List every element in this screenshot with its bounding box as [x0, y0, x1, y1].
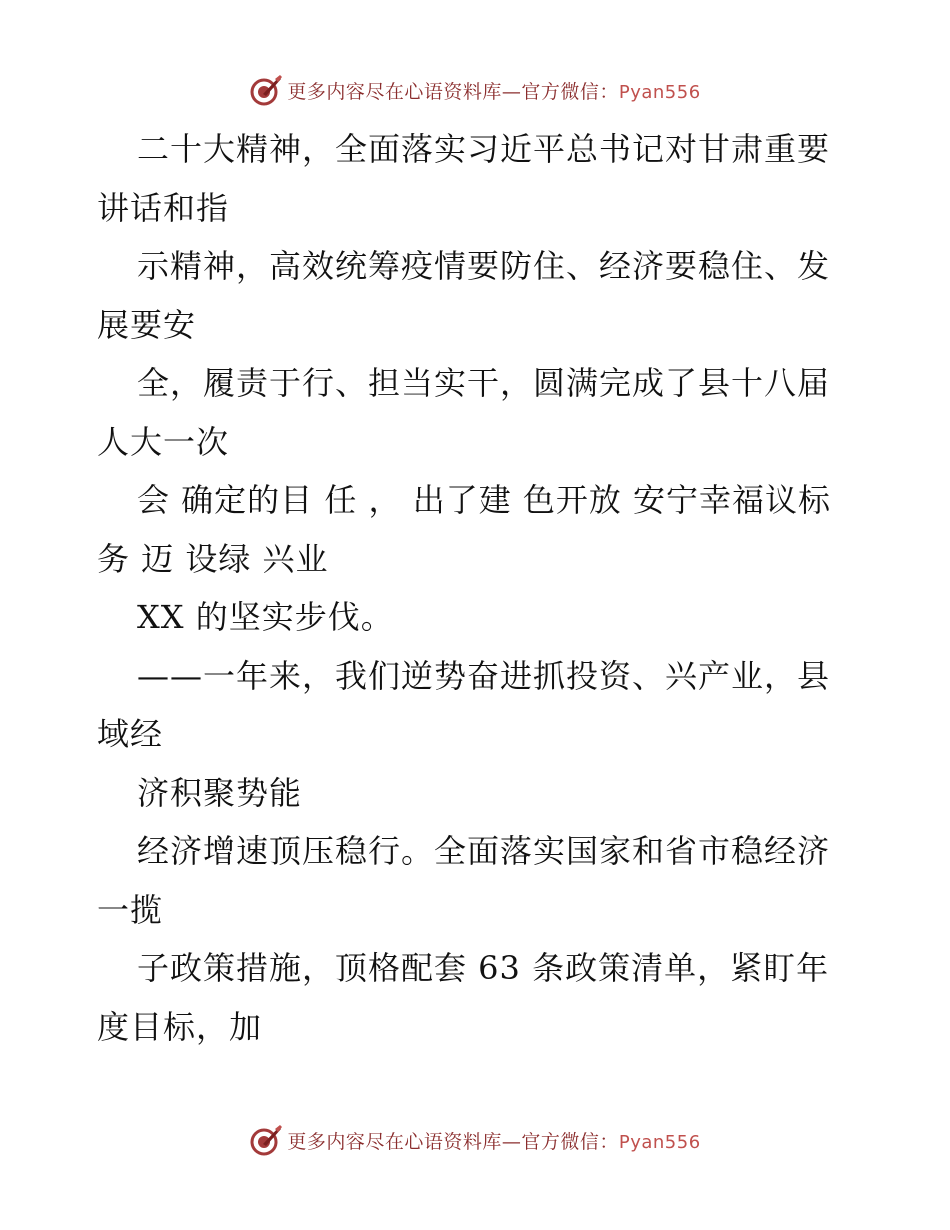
footer-watermark-banner — [0, 1120, 950, 1160]
document-body — [97, 120, 857, 1056]
paragraph: 全，履责于行、担当实干，圆满完成了县十八届人大一次 — [97, 364, 831, 461]
banner-wechat-label: 官方微信： — [521, 1130, 619, 1153]
quill-logo-icon — [249, 1123, 283, 1157]
banner-main-text: 更多内容尽在心语资料库 — [287, 1130, 502, 1153]
banner-text — [287, 1127, 700, 1154]
paragraph: 经济增速顶压稳行。全面落实国家和省市稳经济一揽 — [97, 832, 831, 929]
paragraph: 济积聚势能 — [137, 773, 303, 812]
banner-account: Pyan556 — [618, 1131, 701, 1153]
banner-dash: — — [501, 1130, 522, 1153]
header-watermark-banner — [0, 70, 950, 110]
paragraph: 会 确定的目 任 ， 出了建 色开放 安宁幸福议标 务 迈 设绿 兴业 — [97, 481, 843, 578]
banner-text — [287, 77, 700, 104]
banner-wechat-label: 官方微信： — [521, 80, 619, 103]
paragraph: 二十大精神，全面落实习近平总书记对甘肃重要讲话和指 — [97, 130, 831, 227]
paragraph: 示精神，高效统筹疫情要防住、经济要稳住、发展要安 — [97, 247, 831, 344]
banner-account: Pyan556 — [618, 81, 701, 103]
quill-logo-icon — [249, 73, 283, 107]
paragraph: 子政策措施，顶格配套 63 条政策清单，紧盯年度目标，加 — [97, 949, 830, 1046]
banner-dash: — — [501, 80, 522, 103]
banner-main-text: 更多内容尽在心语资料库 — [287, 80, 502, 103]
paragraph: XX 的坚实步伐。 — [137, 598, 394, 636]
paragraph: ——一年来，我们逆势奋进抓投资、兴产业，县域经 — [97, 656, 831, 753]
